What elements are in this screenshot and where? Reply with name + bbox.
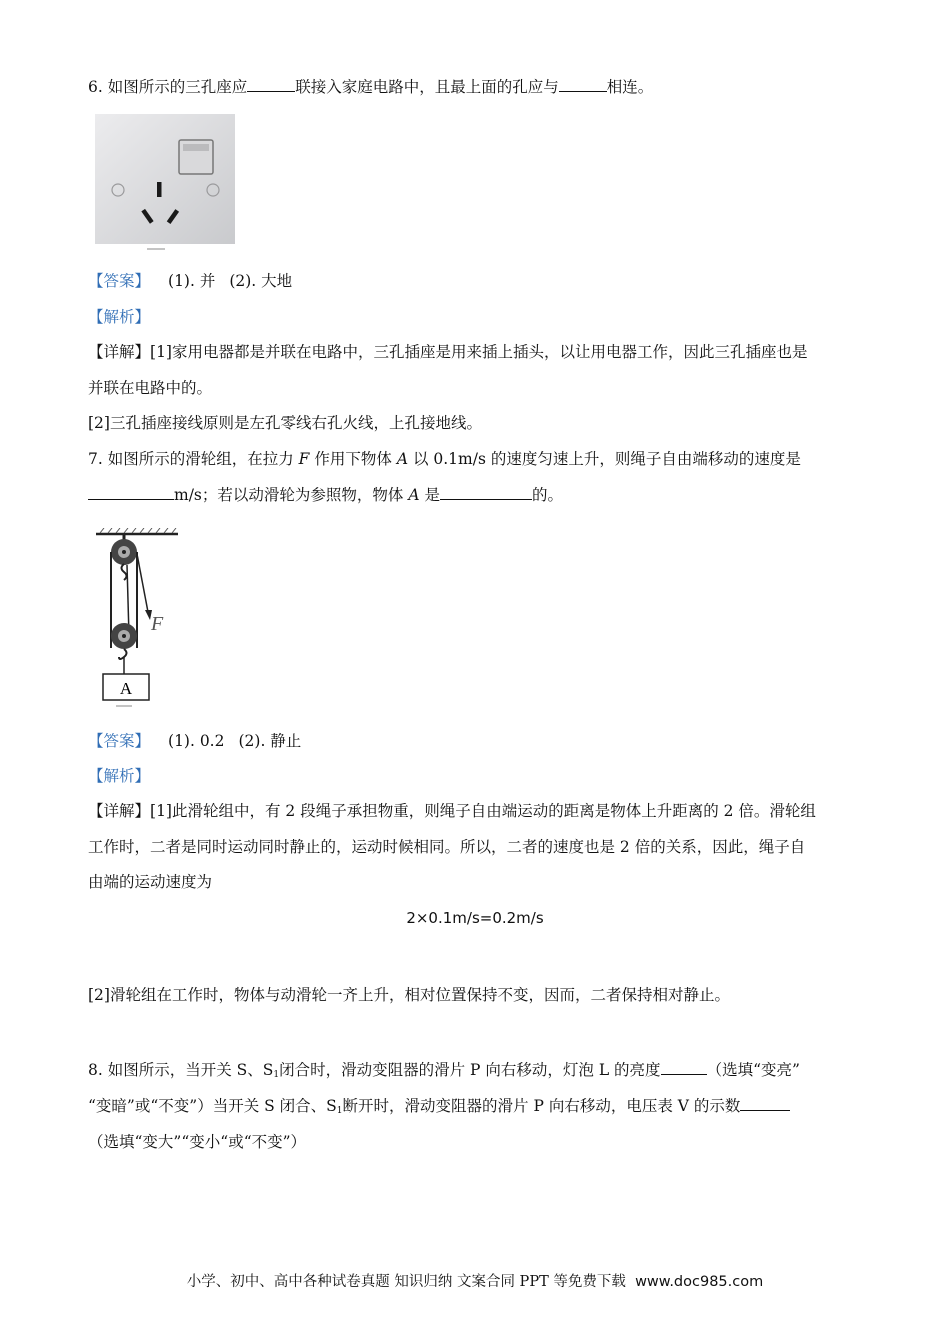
block-a-label: A (119, 679, 133, 698)
q6-detail-2: [2]三孔插座接线原则是左孔零线右孔火线，上孔接地线。 (88, 414, 482, 432)
q7-detail-1c: 由端的运动速度为 (88, 873, 213, 891)
q7-blank-1 (88, 485, 174, 500)
q7-detail-2: [2]滑轮组在工作时，物体与动滑轮一齐上升，相对位置保持不变，因而，二者保持相对静止。 (88, 986, 730, 1004)
q8-stem-3: （选填“变大”“变小“或“不变”） (88, 1133, 307, 1151)
q6-blank-1 (247, 77, 295, 92)
q7-blank-2 (440, 485, 532, 500)
q7-stem-1: 7. 如图所示的滑轮组，在拉力 F 作用下物体 A 以 0.1m/s 的速度匀速上升，则绳子自由端移动的速度是 (88, 450, 801, 468)
earth-hole (157, 182, 162, 197)
q8-blank-2 (740, 1096, 790, 1111)
q6-detail-1b: 并联在电路中的。 (88, 379, 213, 397)
q8-blank-1 (661, 1060, 707, 1075)
q8-stem-1: 8. 如图所示，当开关 S、$S_1$闭合时，滑动变阻器的滑片 P 向右移动，灯泡 L 的亮度 （选填“变亮” (88, 1061, 800, 1080)
socket-figure (95, 114, 237, 254)
force-label: F (151, 613, 164, 635)
q7-formula: 2×0.1m/s=0.2m/s (406, 909, 544, 927)
q6-stem: 6. 如图所示的三孔座应 联接入家庭电路中，且最上面的孔应与 相连。 (88, 78, 654, 96)
q6-analysis-tag: 【解析】 (88, 308, 151, 326)
q6-answer: 【答案】 (1). 并 (2). 大地 (88, 272, 293, 290)
socket-plate (95, 114, 235, 244)
footer-link[interactable]: www.doc985.com (635, 1274, 764, 1290)
q8-stem-2: “变暗”或“不变”）当开关 S 闭合、$S_1$断开时，滑动变阻器的滑片 P 向右移动，电压表 V 的示数 (88, 1096, 790, 1121)
q7-detail-1a: 【详解】[1]此滑轮组中，有 2 段绳子承担物重，则绳子自由端运动的距离是物体上升距离的 2 倍。滑轮组 (88, 802, 816, 820)
q7-stem-2: m/s；若以动滑轮为参照物，物体 A 是 的。 (88, 485, 563, 505)
q7-analysis-tag: 【解析】 (88, 767, 151, 785)
pulley-figure (96, 528, 186, 708)
rope-free-end (137, 554, 148, 612)
q6-detail-1a: 【详解】[1]家用电器都是并联在电路中，三孔插座是用来插上插头，以让用电器工作，因此三孔插座也是 (88, 343, 808, 361)
q6-blank-2 (559, 77, 607, 92)
q7-answer: 【答案】 (1). 0.2 (2). 静止 (88, 732, 302, 750)
page-footer: 小学、初中、高中各种试卷真题 知识归纳 文案合同 PPT 等免费下载 www.doc985.com (186, 1274, 764, 1290)
q7-detail-1b: 工作时，二者是同时运动同时静止的，运动时候相同。所以，二者的速度也是 2 倍的关系，因此，绳子自 (88, 838, 806, 856)
